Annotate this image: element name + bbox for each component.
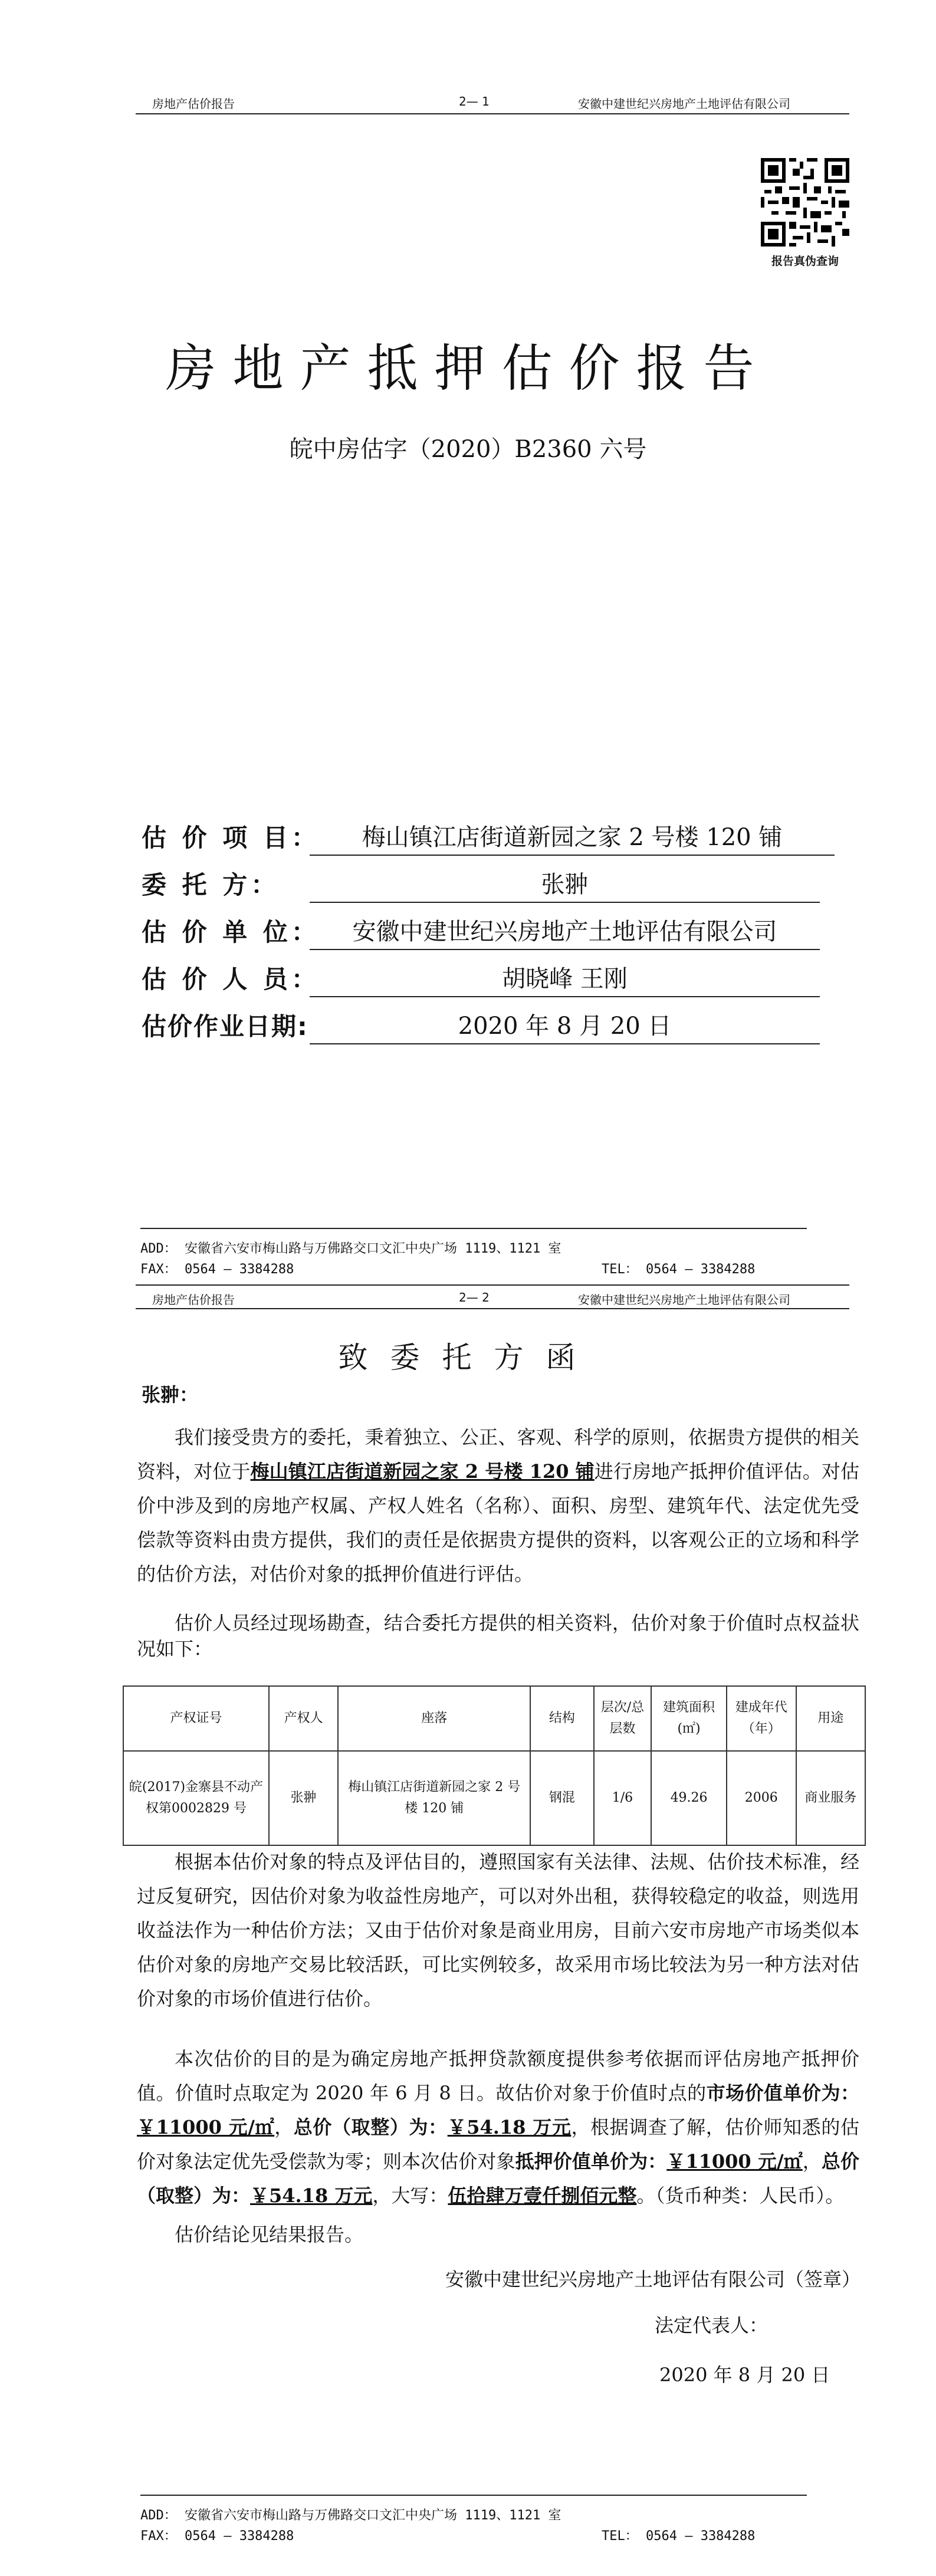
paragraph-intro: 我们接受贵方的委托，秉着独立、公正、客观、科学的原则，依据贵方提供的相关资料，对位于梅山镇江店街道新园之家 2 号楼 120 铺进行房地产抵押价值评估。对估价中涉及到的房地产权属、产权人姓名（名称）、面积、房型、建筑年代、法定优先受偿款等资料由贵方提供，我们的责任是依据贵方提供的资料，以客观公正的立场和科学的估价方法，对估价对象的抵押价值进行评估。 [137,1426,859,1585]
header-left-page2: 房地产估价报告 [152,1293,235,1307]
table-header-cell: 结构 [530,1686,593,1751]
table-cell-usage: 商业服务 [796,1751,865,1845]
field-value-appraisers: 胡晓峰 王刚 [310,960,820,997]
table-cell-year: 2006 [727,1751,796,1845]
amount-in-words: 伍拾肆万壹仟捌佰元整 [448,2184,637,2207]
header-page-number-page2: 2— 2 [459,1290,490,1305]
table-cell-certificate: 皖(2017)金寨县不动产权第0002829 号 [123,1751,269,1845]
field-label-project: 估 价 项 目： [142,823,320,852]
footer-rule [140,1228,807,1229]
field-value-client: 张翀 [310,866,820,903]
field-value-work-date: 2020 年 8 月 20 日 [310,1007,820,1044]
page-separator-rule [136,1284,849,1286]
letter-title: 致委托方函 [338,1340,598,1375]
mortgage-unit-price: ￥11000 元/㎡ [666,2150,803,2173]
table-cell-floor: 1/6 [594,1751,652,1845]
market-unit-price: ￥11000 元/㎡ [137,2116,275,2138]
header-right-page2: 安徽中建世纪兴房地产土地评估有限公司 [578,1293,790,1307]
field-label-client: 委 托 方： [142,870,280,899]
table-header-row [123,1686,865,1751]
market-total-price: ￥54.18 万元 [447,2116,572,2138]
header-right: 安徽中建世纪兴房地产土地评估有限公司 [578,97,790,111]
footer-rule-page2 [140,2495,807,2496]
qr-code-icon[interactable] [761,158,849,247]
footer-fax: FAX： 0564 — 3384288 [140,1262,294,1277]
footer-tel: TEL： 0564 — 3384288 [602,1262,756,1277]
table-cell-area: 49.26 [651,1751,727,1845]
qr-caption: 报告真伪查询 [771,255,839,268]
table-cell-structure: 钢混 [530,1751,593,1845]
field-label-appraisers: 估 价 人 员： [142,965,320,994]
footer-address: ADD： 安徽省六安市梅山路与万佛路交口文汇中央广场 1119、1121 室 [140,1241,561,1256]
legal-representative: 法定代表人： [655,2314,768,2337]
salutation: 张翀： [142,1384,199,1406]
table-header-cell: 建筑面积(㎡) [651,1686,727,1751]
table-header-cell: 层次/总层数 [594,1686,652,1751]
mortgage-total-price: ￥54.18 万元 [250,2184,373,2207]
footer-fax-page2: FAX： 0564 — 3384288 [140,2529,294,2544]
table-header-cell: 产权人 [269,1686,338,1751]
property-address: 梅山镇江店街道新园之家 2 号楼 120 铺 [250,1460,595,1483]
header-rule [136,113,849,114]
footer-address-page2: ADD： 安徽省六安市梅山路与万佛路交口文汇中央广场 1119、1121 室 [140,2508,561,2523]
company-signature: 安徽中建世纪兴房地产土地评估有限公司（签章） [445,2268,861,2291]
signature-date: 2020 年 8 月 20 日 [659,2364,830,2386]
footer-tel-page2: TEL： 0564 — 3384288 [602,2529,756,2544]
document-number: 皖中房估字（2020）B2360 六号 [289,436,647,463]
table-header-cell: 座落 [338,1686,530,1751]
field-value-appraiser-company: 安徽中建世纪兴房地产土地评估有限公司 [310,913,820,950]
header-rule-page2 [136,1308,849,1309]
table-header-cell: 用途 [796,1686,865,1751]
report-title: 房地产抵押估价报告 [165,339,771,398]
paragraph-method: 根据本估价对象的特点及评估目的，遵照国家有关法律、法规、估价技术标准，经过反复研究，因估价对象为收益性房地产，可以对外出租，获得较稳定的收益，则选用收益法作为一种估价方法；又由于估价对象是商业用房，目前六安市房地产市场类似本估价对象的房地产交易比较活跃，可比实例较多，故采用市场比较法为另一种方法对估价对象的市场价值进行估价。 [137,1851,859,2010]
paragraph-status: 估价人员经过现场勘查，结合委托方提供的相关资料，估价对象于价值时点权益状况如下： [137,1612,859,1660]
table-header-cell: 产权证号 [123,1686,269,1751]
field-value-project: 梅山镇江店街道新园之家 2 号楼 120 铺 [310,819,835,856]
table-cell-owner: 张翀 [269,1751,338,1845]
paragraph-conclusion: 本次估价的目的是为确定房地产抵押贷款额度提供参考依据而评估房地产抵押价值。价值时点取定为 2020 年 6 月 8 日。故估价对象于价值时点的市场价值单价为：￥11000 元/㎡，总价（取整）为：￥54.18 万元，根据调查了解，估价师知悉的估价对象法定优先受偿款为零；则本次估价对象抵押价值单价为：￥11000 元/㎡，总价（取整）为：￥54.18 万元，大写：伍拾肆万壹仟捌佰元整。（货币种类：人民币）。 [137,2048,859,2207]
paragraph-see-results: 估价结论见结果报告。 [175,2223,364,2246]
field-label-work-date: 估价作业日期: [142,1012,308,1041]
table-row [123,1751,865,1845]
header-left: 房地产估价报告 [152,97,235,111]
field-label-appraiser-company: 估 价 单 位： [142,918,320,947]
table-header-cell: 建成年代（年） [727,1686,796,1751]
table-cell-location: 梅山镇江店街道新园之家 2 号楼 120 铺 [338,1751,530,1845]
header-page-number: 2— 1 [459,94,490,109]
property-table [123,1685,866,1846]
